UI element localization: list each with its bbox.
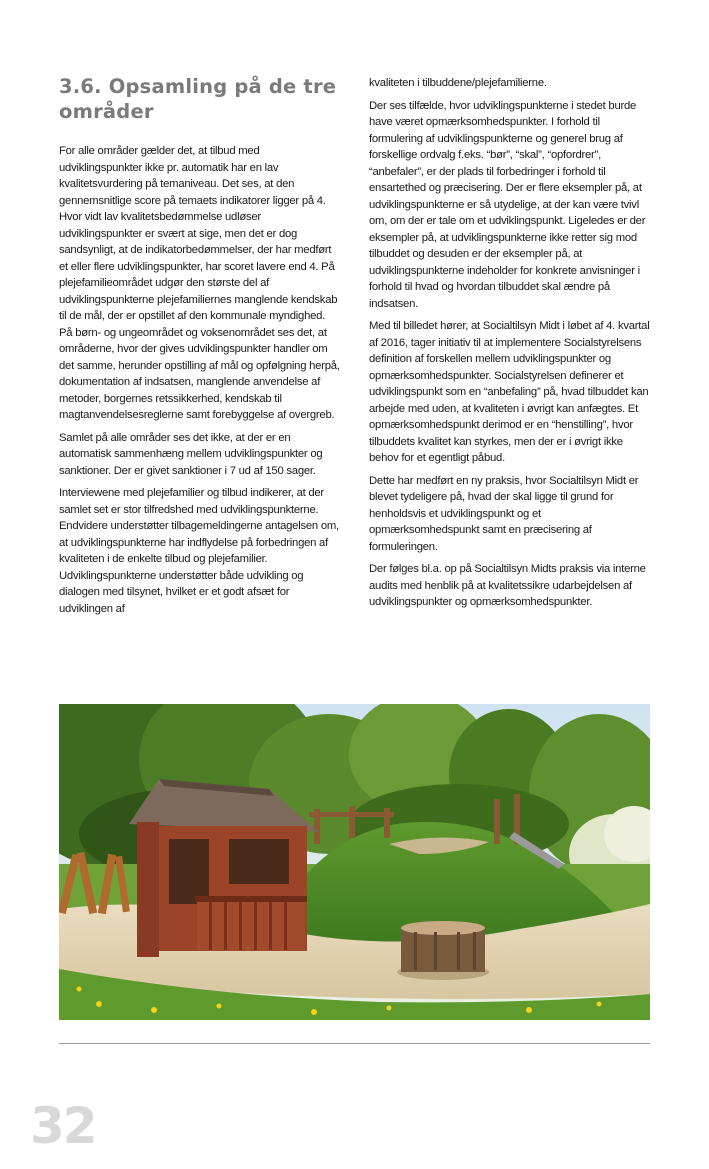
body-paragraph: Der følges bl.a. op på Socialtilsyn Midts praksis via interne audits med henblik på at kvalitetssikre udarbejdelsen af udviklingspunkter og opmærksomhedspunkter.: [369, 563, 646, 608]
body-paragraph: Med til billedet hører, at Socialtilsyn Midt i løbet af 4. kvartal af 2016, tager initiativ til at implementere Socialstyrelsens definition af forskellen mellem udviklingspunkter og opmærksomhedspunkter. Socialstyrelsen definerer et udviklingspunkt som en “anbefaling” på, hvad tilbuddet kan arbejde med uden, at kvaliteten i øvrigt kan anfægtes. Et opmærksomhedspunkt derimod er en “henstilling”, hvor tilbuddets kvalitet kan styrkes, men der er i øvrigt ikke behov for et egentligt påbud.: [369, 320, 650, 464]
left-text-column: [59, 143, 340, 623]
right-text-column: [369, 75, 651, 617]
tree-stump: [397, 921, 489, 980]
body-paragraph: Samlet på alle områder ses det ikke, at der er en automatisk sammenhæng mellem udviklingspunkter og sanktioner. Der er givet sanktioner i 7 ud af 150 sager.: [59, 431, 323, 477]
page-number: 32: [30, 1097, 96, 1155]
footer-divider: [59, 1043, 650, 1044]
playground-illustration: [59, 704, 650, 1020]
section-heading: 3.6. Opsamling på de tre områder: [59, 75, 337, 123]
playground-photo: [59, 704, 650, 1020]
body-paragraph: Interviewene med plejefamilier og tilbud indikerer, at der samlet set er stor tilfredshed med udviklingspunkterne. Endvidere understøtter tilbagemeldingerne antagelsen om, at udviklingspunkterne har indflydelse på forbedringen af kvaliteten i de enkelte tilbud og plejefamilier. Udviklingspunkterne understøtter både udvikling og dialogen med tilsynet, hvilket er et godt afsæt for udviklingen af: [59, 487, 339, 615]
body-paragraph: kvaliteten i tilbuddene/plejefamilierne.: [369, 77, 547, 89]
body-paragraph: Der ses tilfælde, hvor udviklingspunkterne i stedet burde have været opmærksomhedspunkter. I forhold til formulering af udviklingspunkterne og generel brug af forskellige ordvalg f.eks. “bør”, “skal”, “opfordrer”, “anbefaler”, er der plads til forbedringer i forhold til ensartethed og præcisering. Der er flere eksempler på, at udviklingspunkterne er så utydelige, at der kan være tvivl om, om der er tale om et udviklingspunkt. Ligeledes er der eksempler på, at udviklingspunkterne ikke retter sig mod tilbuddet og desuden er der eksempler på, at udviklingspunkterne indeholder for konkrete anvisninger i forhold til hvad og hvordan tilbuddet skal ændre på indsatsen.: [369, 99, 646, 310]
body-paragraph: Dette har medført en ny praksis, hvor Socialtilsyn Midt er blevet tydeligere på, hvad der skal ligge til grund for henholdsvis et udviklingspunkt og et opmærksomhedspunkt samt en præcisering af formuleringen.: [369, 474, 639, 553]
body-paragraph: For alle områder gælder det, at tilbud med udviklingspunkter ikke pr. automatik har en lav kvalitetsvurdering på temaniveau. Det ses, at den gennemsnitlige score på temaets indikatorer ligger på 4. Hvor vidt lav kvalitetsbedømmelse udløser udviklingspunkter er svært at sige, men det er dog sandsynligt, at de indikatorbedømmelser, der har medført et eller flere udviklingspunkter, har scoret lavere end 4. På plejefamilieområdet udgør den største del af udviklingspunkterne plejefamiliernes manglende kendskab til de mål, der er opstillet af den kommunale myndighed. På børn- og ungeområdet og voksenområdet ses det, at områderne, hvor der gives udviklingspunkter handler om det samme, herunder opstilling af mål og opfølgning herpå, dokumentation af indsatsen, manglende anvendelse af metoder, borgernes retssikkerhed, kendskab til magtanvendelsesreglerne samt forebyggelse af overgreb.: [59, 145, 340, 421]
